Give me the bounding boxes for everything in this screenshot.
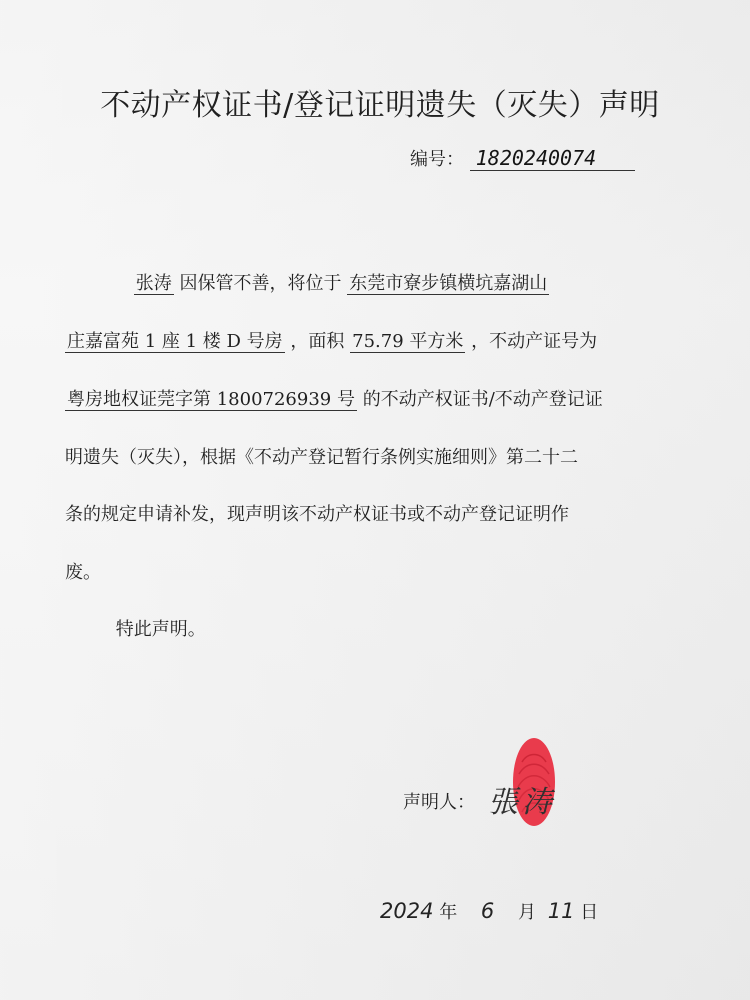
declaration-line-1 [65, 272, 685, 296]
property-address-part-2: 庄嘉富苑 1 座 1 楼 D 号房 [67, 331, 283, 352]
serial-number: 1820240074 [470, 146, 635, 171]
statement-line [65, 618, 685, 642]
declaration-line-3 [65, 388, 685, 412]
statement-text: 特此声明。 [115, 619, 206, 640]
declaration-line-4: 明遗失（灭失），根据《不动产登记暂行条例实施细则》第二十二 [65, 447, 578, 468]
serial-label: 编号： [410, 149, 464, 170]
date-month-char: 月 [518, 902, 537, 923]
date-day: 11 [547, 899, 575, 923]
date-day-char: 日 [580, 902, 599, 923]
certificate-label: ，不动产证号为 [471, 331, 598, 352]
declaration-line-5: 条的规定申请补发，现声明该不动产权证书或不动产登记证明作 [65, 504, 569, 525]
property-area: 75.79 平方米 [352, 331, 464, 352]
declaration-text-1: 因保管不善，将位于 [179, 273, 342, 294]
document-title: 不动产权证书/登记证明遗失（灭失）声明 [100, 88, 660, 123]
date-year-char: 年 [439, 902, 458, 923]
property-address-part-1: 东莞市寮步镇横坑嘉湖山 [349, 273, 548, 294]
certificate-description: 的不动产权证书/不动产登记证 [362, 389, 603, 410]
signature-label: 声明人： [403, 792, 475, 813]
declaration-line-6: 废。 [65, 562, 101, 583]
date-month: 6 [480, 899, 495, 923]
declarant-name: 张涛 [135, 273, 172, 294]
serial-number-row [410, 145, 635, 171]
handwritten-signature: 張涛 [488, 785, 556, 820]
area-label: ，面积 [290, 331, 345, 352]
signing-date [380, 898, 598, 924]
certificate-number: 粤房地权证莞字第 1800726939 号 [67, 389, 355, 410]
declaration-line-2 [65, 330, 685, 354]
date-year: 2024 [380, 899, 434, 923]
